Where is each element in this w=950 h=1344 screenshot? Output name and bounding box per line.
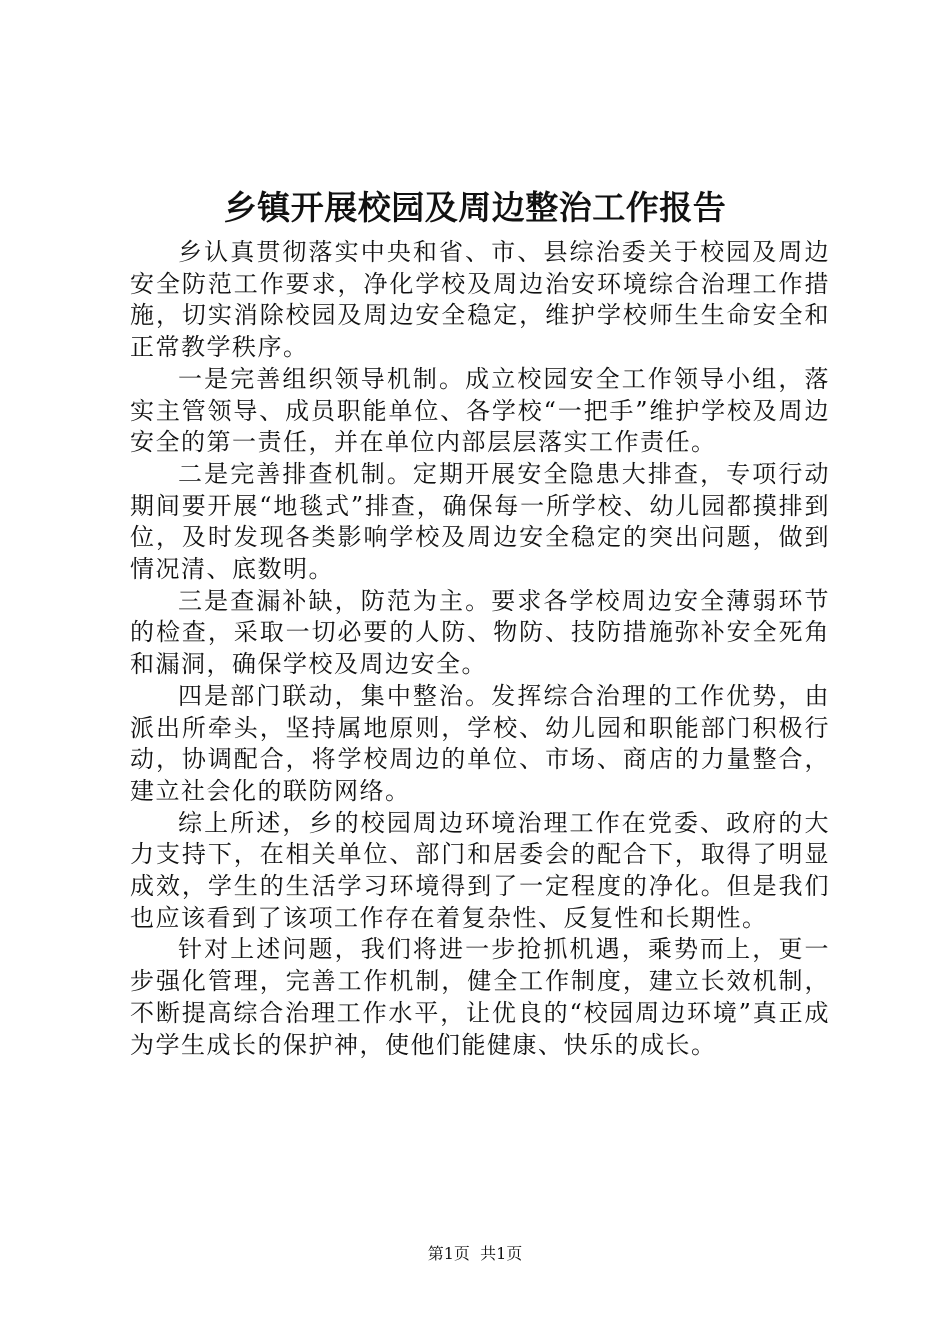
document-title: 乡镇开展校园及周边整治工作报告 bbox=[223, 188, 727, 227]
paragraph-1: 一是完善组织领导机制。成立校园安全工作领导小组，落实主管领导、成员职能单位、各学校“一把手”维护学校及周边安全的第一责任，并在单位内部层层落实工作责任。 bbox=[130, 364, 830, 457]
paragraph-summary: 综上所述，乡的校园周边环境治理工作在党委、政府的大力支持下，在相关单位、部门和居委会的配合下，取得了明显成效，学生的生活学习环境得到了一定程度的净化。但是我们也应该看到了该项工作存在着复杂性、反复性和长期性。 bbox=[130, 808, 830, 932]
paragraph-2: 二是完善排查机制。定期开展安全隐患大排查，专项行动期间要开展“地毯式”排查，确保每一所学校、幼儿园都摸排到位，及时发现各类影响学校及周边安全稳定的突出问题，做到情况清、底数明。 bbox=[130, 459, 830, 584]
paragraph-conclusion: 针对上述问题，我们将进一步抢抓机遇，乘势而上，更一步强化管理，完善工作机制，健全工作制度，建立长效机制，不断提高综合治理工作水平，让优良的“校园周边环境”真正成为学生成长的保护神，使他们能健康、快乐的成长。 bbox=[130, 935, 830, 1059]
page-number-footer: 第1页 共1页 bbox=[427, 1244, 523, 1263]
paragraph-4: 四是部门联动，集中整治。发挥综合治理的工作优势，由派出所牵头，坚持属地原则，学校、幼儿园和职能部门积极行动，协调配合，将学校周边的单位、市场、商店的力量整合，建立社会化的联防网络。 bbox=[130, 681, 830, 805]
document-body bbox=[130, 237, 830, 1061]
paragraph-3: 三是查漏补缺，防范为主。要求各学校周边安全薄弱环节的检查，采取一切必要的人防、物防、技防措施弥补安全死角和漏洞，确保学校及周边安全。 bbox=[130, 586, 830, 679]
paragraph-intro: 乡认真贯彻落实中央和省、市、县综治委关于校园及周边安全防范工作要求，净化学校及周边治安环境综合治理工作措施，切实消除校园及周边安全稳定，维护学校师生生命安全和正常教学秩序。 bbox=[130, 238, 830, 362]
